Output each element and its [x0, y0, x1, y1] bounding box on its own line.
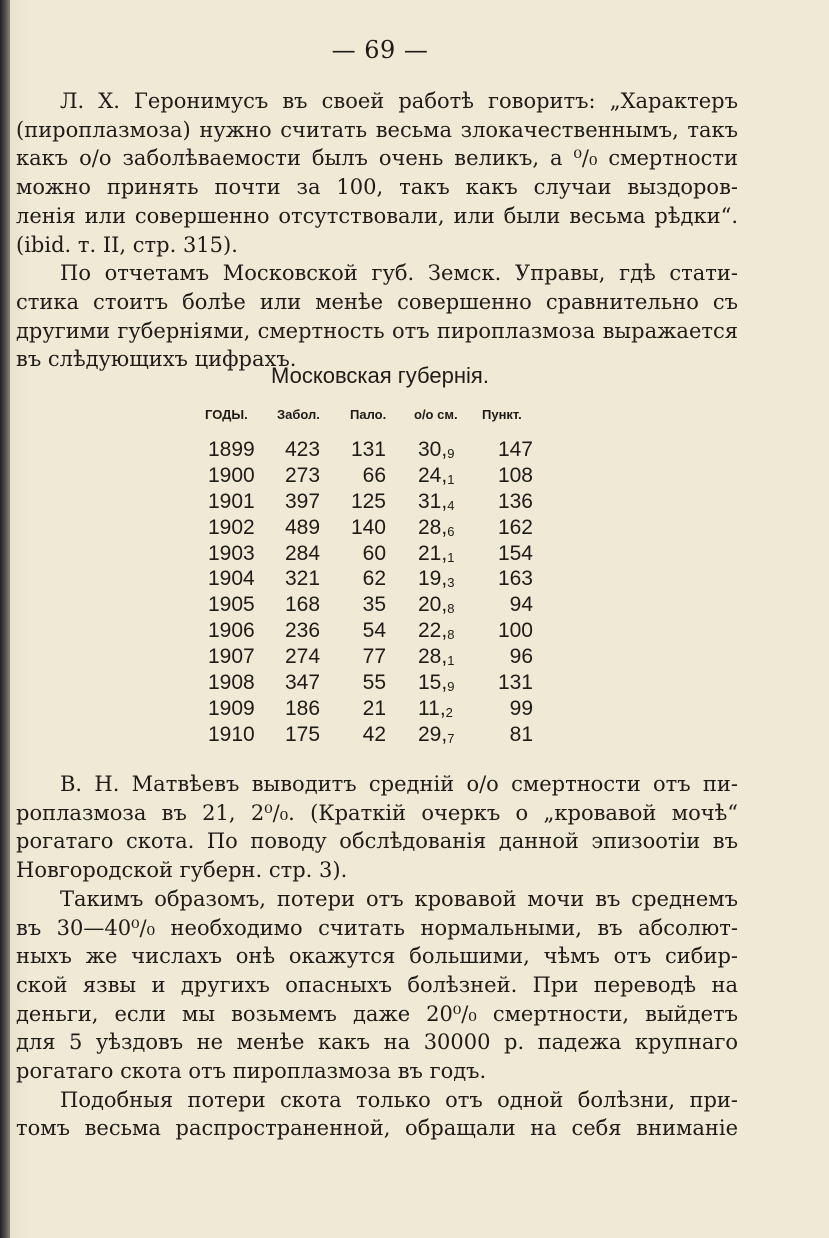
percent-cell: 21,1 — [418, 541, 455, 565]
year-cell: 1910 — [208, 722, 255, 746]
percent-int: 30 — [418, 438, 442, 461]
mortality-table — [205, 438, 545, 749]
year-cell: 1907 — [208, 645, 255, 669]
table-title: Московская губернія. — [271, 363, 489, 388]
text-line: Л. Х. Геронимусъ въ своей работѣ говоритъ: „Характеръ — [60, 89, 738, 113]
text-line: Такимъ образомъ, потери отъ кровавой мочи въ среднемъ — [60, 886, 738, 911]
table-row — [205, 723, 545, 749]
table-row — [205, 438, 545, 464]
zabol-cell: 423 — [285, 438, 321, 461]
percent-int: 19 — [418, 567, 442, 591]
punkt-cell: 94 — [509, 593, 533, 617]
punkt-cell: 136 — [497, 489, 533, 513]
text-line: для 5 уѣздовъ не менѣе какъ на 30000 р. падежа крупнаго — [16, 1030, 738, 1055]
percent-cell: 30,9 — [418, 438, 455, 461]
palo-cell: 131 — [350, 438, 386, 461]
text-line: стика стоитъ болѣе или менѣе совершенно сравнительно съ — [16, 289, 738, 314]
percent-cell: 15,9 — [418, 671, 455, 695]
punkt-cell: 147 — [497, 438, 533, 461]
year-cell: 1909 — [208, 696, 255, 720]
zabol-cell: 284 — [285, 541, 321, 565]
text-line: деньги, если мы возьмемъ даже 20⁰/₀ смертности, выйдетъ — [16, 1001, 738, 1026]
percent-frac: 9 — [447, 679, 455, 695]
bottom-text — [16, 770, 738, 1143]
year-cell: 1903 — [208, 541, 255, 565]
percent-cell: 29,7 — [418, 722, 455, 746]
header-years: ГОДЫ. — [205, 407, 248, 422]
punkt-cell: 96 — [509, 645, 533, 669]
year-cell: 1906 — [208, 619, 255, 643]
punkt-cell: 154 — [497, 541, 533, 565]
percent-frac: 6 — [447, 523, 455, 539]
text-line: рогатаго скота отъ пироплазмоза въ годъ. — [16, 1059, 487, 1084]
top-text — [16, 87, 738, 374]
percent-frac: 3 — [447, 575, 455, 591]
punkt-cell: 131 — [497, 671, 533, 695]
palo-cell: 42 — [362, 722, 386, 746]
palo-cell: 66 — [362, 463, 386, 487]
palo-cell: 21 — [362, 696, 386, 720]
text-line: въ 30—40⁰/₀ необходимо считать нормальными, въ абсолют- — [16, 915, 738, 940]
percent-int: 29 — [418, 722, 442, 746]
text-line: (пироплазмоза) нужно считать весьма злокачественнымъ, такъ — [16, 117, 738, 142]
zabol-cell: 236 — [285, 619, 321, 643]
percent-frac: 1 — [447, 471, 455, 487]
header-percent: о/о см. — [414, 407, 458, 422]
text-line: ленія или совершенно отсутствовали, или были весьма рѣдки“. — [16, 203, 738, 228]
table-row — [205, 567, 545, 593]
text-line: томъ весьма распространенной, обращали на себя вниманіе — [16, 1116, 738, 1141]
text-line: роплазмоза въ 21, 2⁰/₀. (Краткій очеркъ о „кровавой мочѣ“ — [16, 800, 738, 825]
percent-int: 22 — [418, 619, 442, 643]
percent-int: 21 — [418, 541, 442, 565]
table-header — [205, 407, 535, 433]
palo-cell: 62 — [362, 567, 386, 591]
punkt-cell: 81 — [509, 722, 533, 746]
text-line: рогатаго скота. По поводу обслѣдованія данной эпизоотіи въ — [16, 829, 738, 854]
zabol-cell: 175 — [285, 722, 321, 746]
percent-cell: 31,4 — [418, 489, 455, 513]
punkt-cell: 163 — [497, 567, 533, 591]
text-line: Подобныя потери скота только отъ одной болѣзни, при- — [60, 1087, 738, 1112]
header-zabol: Забол. — [277, 407, 320, 422]
text-line: въ слѣдующихъ цифрахъ. — [16, 347, 297, 372]
percent-int: 15 — [418, 671, 442, 695]
palo-cell: 55 — [362, 671, 386, 695]
percent-int: 24 — [418, 463, 442, 487]
table-row — [205, 464, 545, 490]
percent-frac: 4 — [447, 497, 455, 513]
year-cell: 1899 — [208, 438, 255, 461]
year-cell: 1902 — [208, 515, 255, 539]
percent-cell: 11,2 — [418, 696, 453, 720]
percent-int: 20 — [418, 593, 442, 617]
text-line: какъ o/o заболѣваемости былъ очень великъ, а ⁰/₀ смертности — [16, 146, 738, 171]
zabol-cell: 347 — [285, 671, 321, 695]
percent-frac: 1 — [447, 653, 455, 669]
header-palo: Пало. — [350, 407, 387, 422]
text-line: ской язвы и другихъ опасныхъ болѣзней. При переводѣ на — [16, 972, 738, 997]
table-row — [205, 593, 545, 619]
percent-cell: 20,8 — [418, 593, 455, 617]
palo-cell: 140 — [350, 515, 386, 539]
percent-cell: 22,8 — [418, 619, 455, 643]
table-row — [205, 542, 545, 568]
percent-frac: 1 — [447, 549, 455, 565]
palo-cell: 54 — [362, 619, 386, 643]
percent-frac: 9 — [447, 446, 455, 461]
punkt-cell: 162 — [497, 515, 533, 539]
page-number: — 69 — — [331, 36, 429, 64]
text-line: можно принять почти за 100, такъ какъ случаи выздоров- — [16, 175, 738, 200]
year-cell: 1900 — [208, 463, 255, 487]
zabol-cell: 273 — [285, 463, 321, 487]
text-line: (ibid. т. II, стр. 315). — [16, 232, 238, 257]
percent-frac: 8 — [447, 627, 455, 643]
punkt-cell: 99 — [509, 696, 533, 720]
palo-cell: 77 — [362, 645, 386, 669]
text-line: По отчетамъ Московской губ. Земск. Управы, гдѣ стати- — [60, 261, 738, 286]
year-cell: 1905 — [208, 593, 255, 617]
percent-frac: 2 — [445, 704, 453, 720]
punkt-cell: 108 — [497, 463, 533, 487]
percent-int: 11 — [418, 696, 440, 720]
percent-cell: 24,1 — [418, 463, 455, 487]
header-punkt: Пункт. — [482, 407, 522, 422]
year-cell: 1901 — [208, 489, 255, 513]
percent-frac: 8 — [447, 601, 455, 617]
year-cell: 1904 — [208, 567, 255, 591]
zabol-cell: 489 — [285, 515, 321, 539]
zabol-cell: 168 — [285, 593, 321, 617]
zabol-cell: 321 — [285, 567, 321, 591]
table-row — [205, 671, 545, 697]
table-row — [205, 490, 545, 516]
percent-int: 28 — [418, 645, 442, 669]
percent-cell: 28,1 — [418, 645, 455, 669]
table-row — [205, 645, 545, 671]
table-row — [205, 697, 545, 723]
zabol-cell: 274 — [285, 645, 321, 669]
percent-frac: 7 — [447, 730, 455, 746]
percent-cell: 19,3 — [418, 567, 455, 591]
palo-cell: 60 — [362, 541, 386, 565]
table-row — [205, 516, 545, 542]
text-line: ныхъ же числахъ онѣ окажутся большими, чѣмъ отъ сибир- — [16, 944, 738, 969]
percent-int: 31 — [418, 489, 442, 513]
palo-cell: 125 — [350, 489, 386, 513]
percent-cell: 28,6 — [418, 515, 455, 539]
text-line: Новгородской губерн. стр. 3). — [16, 858, 348, 883]
palo-cell: 35 — [362, 593, 386, 617]
year-cell: 1908 — [208, 671, 255, 695]
zabol-cell: 397 — [285, 489, 321, 513]
book-binding-edge — [0, 0, 10, 1238]
text-line: другими губерніями, смертность отъ пироплазмоза выражается — [16, 318, 738, 343]
zabol-cell: 186 — [285, 696, 321, 720]
percent-int: 28 — [418, 515, 442, 539]
text-line: В. Н. Матвѣевъ выводитъ средній o/o смертности отъ пи- — [60, 772, 738, 796]
punkt-cell: 100 — [497, 619, 533, 643]
table-row — [205, 619, 545, 645]
